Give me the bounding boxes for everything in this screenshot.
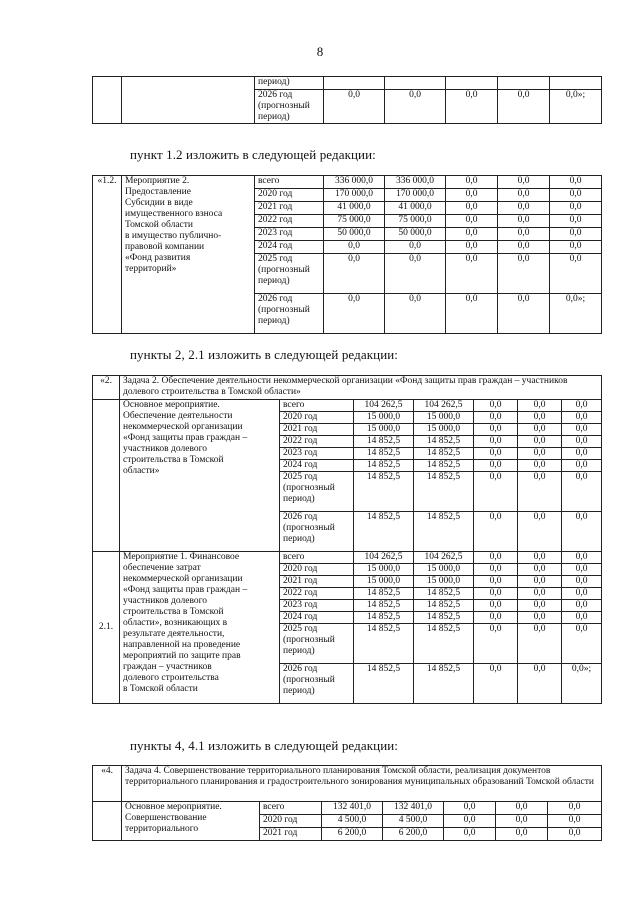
value-cell: 4 500,0 [322, 815, 383, 828]
value-cell: 0,0 [518, 424, 562, 436]
value-cell: 170 000,0 [385, 189, 446, 202]
row-label: 2020 год [260, 815, 322, 828]
value-cell: 14 852,5 [414, 512, 474, 552]
value-cell: 50 000,0 [385, 228, 446, 241]
value-cell: 0,0 [562, 600, 602, 612]
heading-items-2-2-1: пункты 2, 2.1 изложить в следующей редакции: [130, 347, 399, 362]
value-cell: 0,0 [548, 815, 602, 828]
value-cell: 170 000,0 [324, 189, 385, 202]
row-label: 2024 год [280, 612, 354, 624]
value-cell: 0,0 [498, 202, 550, 215]
row-label: всего [255, 176, 324, 189]
row-label: всего [280, 552, 354, 564]
value-cell: 0,0 [562, 424, 602, 436]
value-cell: 0,0 [444, 828, 496, 841]
value-cell: 0,0 [474, 588, 518, 600]
value-cell: 0,0 [498, 241, 550, 254]
value-cell: 0,0 [562, 436, 602, 448]
value-cell: 0,0 [550, 228, 602, 241]
page-number: 8 [316, 44, 324, 59]
value-cell: 15 000,0 [354, 564, 414, 576]
value-cell: 41 000,0 [385, 202, 446, 215]
row-label: 2023 год [280, 600, 354, 612]
value-cell: 0,0 [446, 294, 498, 334]
value-cell: 0,0 [496, 815, 548, 828]
value-cell: 14 852,5 [414, 436, 474, 448]
value-cell: 0,0 [548, 828, 602, 841]
value-cell: 0,0 [474, 424, 518, 436]
row-label: 2021 год [260, 828, 322, 841]
task-number: «4. [93, 766, 122, 802]
row-label: 2022 год [280, 588, 354, 600]
value-cell: 0,0 [474, 412, 518, 424]
value-cell: 50 000,0 [324, 228, 385, 241]
value-cell: 0,0 [474, 400, 518, 412]
value-cell: 0,0 [562, 472, 602, 512]
table-item-1-2 [92, 175, 602, 334]
value-cell: 0,0 [474, 664, 518, 704]
value-cell: 6 200,0 [322, 828, 383, 841]
row-label: 2023 год [255, 228, 324, 241]
value-cell: 14 852,5 [354, 512, 414, 552]
value-cell: 0,0 [446, 241, 498, 254]
value-cell: 0,0 [518, 624, 562, 664]
value-cell: 0,0 [518, 400, 562, 412]
value-cell: 0,0 [324, 90, 385, 124]
value-cell: 14 852,5 [414, 624, 474, 664]
value-cell: 0,0»; [562, 664, 602, 704]
value-cell: 0,0 [498, 228, 550, 241]
value-cell: 0,0 [496, 802, 548, 815]
value-cell: 0,0 [562, 564, 602, 576]
table-row [93, 400, 602, 412]
row-label: 2024 год [255, 241, 324, 254]
row-label-2026: 2026 год (прогнозный период) [255, 90, 324, 124]
value-cell: 0,0 [562, 612, 602, 624]
value-cell: 15 000,0 [414, 412, 474, 424]
value-cell: 336 000,0 [385, 176, 446, 189]
table-items-2-2-1 [92, 375, 602, 704]
value-cell: 0,0 [518, 564, 562, 576]
value-cell: 0,0 [324, 254, 385, 294]
value-cell: 0,0 [498, 294, 550, 334]
value-cell: 14 852,5 [414, 472, 474, 512]
row-label: 2025 год (прогнозный период) [280, 624, 354, 664]
value-cell: 14 852,5 [414, 600, 474, 612]
cell-empty [93, 400, 120, 552]
value-cell: 0,0 [562, 400, 602, 412]
value-cell: 0,0 [518, 472, 562, 512]
value-cell: 14 852,5 [354, 436, 414, 448]
row-label: 2025 год (прогнозный период) [255, 254, 324, 294]
task-row [93, 766, 602, 802]
top-continuation-table [92, 76, 602, 124]
value-cell: 14 852,5 [354, 664, 414, 704]
value-cell: 0,0 [444, 802, 496, 815]
row-label: 2021 год [255, 202, 324, 215]
table-items-4-4-1 [92, 765, 602, 841]
value-cell: 0,0 [518, 588, 562, 600]
value-cell: 15 000,0 [354, 576, 414, 588]
value-cell: 0,0 [550, 241, 602, 254]
value-cell: 0,0 [324, 241, 385, 254]
row-label: 2026 год (прогнозный период) [280, 512, 354, 552]
heading-item-1-2: пункт 1.2 изложить в следующей редакции: [130, 147, 376, 162]
value-cell: 0,0 [474, 600, 518, 612]
value-cell: 0,0 [550, 215, 602, 228]
value-cell: 0,0 [385, 241, 446, 254]
value-cell: 0,0 [550, 176, 602, 189]
value-cell: 0,0 [446, 176, 498, 189]
value-cell: 0,0 [446, 189, 498, 202]
value-cell: 0,0 [474, 552, 518, 564]
value-cell: 14 852,5 [354, 600, 414, 612]
value-cell: 0,0 [562, 448, 602, 460]
value-cell: 0,0 [562, 588, 602, 600]
row-label: всего [280, 400, 354, 412]
value-cell: 75 000,0 [324, 215, 385, 228]
row-label: 2024 год [280, 460, 354, 472]
row-label: 2025 год (прогнозный период) [280, 472, 354, 512]
value-cell: 104 262,5 [354, 400, 414, 412]
row-label: всего [260, 802, 322, 815]
value-cell: 0,0 [324, 294, 385, 334]
value-cell: 15 000,0 [414, 576, 474, 588]
table-row [93, 552, 602, 564]
value-cell: 0,0 [518, 512, 562, 552]
item-number: 2.1. [93, 552, 120, 704]
task-number: «2. [93, 376, 120, 400]
value-cell: 0,0 [562, 460, 602, 472]
value-cell: 0,0 [562, 552, 602, 564]
row-label: 2023 год [280, 448, 354, 460]
task-text: Задача 2. Обеспечение деятельности некоммерческой организации «Фонд защиты прав граждан – участников долевого строительства в Томской области» [120, 376, 602, 400]
value-cell: 0,0 [446, 228, 498, 241]
item-description: Основное мероприятие. Совершенствование территориального [122, 802, 260, 841]
value-cell: 0,0 [385, 254, 446, 294]
value-cell: 0,0 [444, 815, 496, 828]
value-cell: 336 000,0 [324, 176, 385, 189]
value-cell: 0,0 [518, 460, 562, 472]
value-cell: 0,0 [474, 576, 518, 588]
value-cell: 0,0 [446, 90, 498, 124]
value-cell: 0,0 [498, 215, 550, 228]
task-text: Задача 4. Совершенствование территориального планирования Томской области, реализация документов территориального планирования и градостроительного зонирования муниципальных образований Томской области [122, 766, 602, 802]
item-description: Мероприятие 1. Финансовое обеспечение затрат некоммерческой организации «Фонд защиты прав граждан – участников долевого строительства в Томской области», возникающих в результате деятельности, направленной на проведение мероприятий по защите прав граждан – участников долевого строительства в Томской области [120, 552, 280, 704]
value-cell: 0,0 [562, 512, 602, 552]
value-cell: 0,0 [474, 460, 518, 472]
value-cell: 0,0 [518, 612, 562, 624]
value-cell: 0,0 [518, 412, 562, 424]
value-cell: 104 262,5 [414, 400, 474, 412]
row-label: 2021 год [280, 576, 354, 588]
value-cell: 0,0 [474, 624, 518, 664]
value-cell: 0,0 [562, 624, 602, 664]
table-row [93, 176, 602, 189]
value-cell: 14 852,5 [354, 588, 414, 600]
value-cell: 0,0 [550, 254, 602, 294]
value-cell: 14 852,5 [414, 460, 474, 472]
row-label: 2020 год [280, 564, 354, 576]
value-cell: 15 000,0 [414, 564, 474, 576]
period-tail-label: период) [255, 77, 324, 90]
value-cell: 0,0 [518, 552, 562, 564]
value-cell: 0,0 [474, 472, 518, 512]
value-cell: 132 401,0 [322, 802, 383, 815]
value-cell: 14 852,5 [414, 588, 474, 600]
value-cell: 15 000,0 [354, 412, 414, 424]
value-cell: 0,0 [562, 576, 602, 588]
value-cell: 6 200,0 [383, 828, 444, 841]
value-cell: 0,0 [518, 576, 562, 588]
value-cell: 0,0 [518, 600, 562, 612]
value-cell: 0,0 [474, 448, 518, 460]
value-cell: 0,0 [550, 202, 602, 215]
row-label: 2026 год (прогнозный период) [255, 294, 324, 334]
item-number: «1.2. [93, 176, 122, 334]
value-cell: 14 852,5 [414, 664, 474, 704]
row-label: 2021 год [280, 424, 354, 436]
value-cell: 0,0 [550, 189, 602, 202]
value-cell: 14 852,5 [354, 460, 414, 472]
value-cell: 104 262,5 [414, 552, 474, 564]
value-cell: 14 852,5 [354, 448, 414, 460]
value-cell: 0,0 [446, 202, 498, 215]
value-cell: 0,0»; [550, 294, 602, 334]
cell-empty [93, 802, 122, 841]
value-cell: 0,0 [385, 90, 446, 124]
value-cell: 0,0 [446, 215, 498, 228]
task-row [93, 376, 602, 400]
value-cell: 15 000,0 [414, 424, 474, 436]
value-cell: 0,0 [498, 189, 550, 202]
row-label: 2026 год (прогнозный период) [280, 664, 354, 704]
cell-empty [93, 77, 122, 124]
value-cell: 0,0 [498, 254, 550, 294]
value-cell: 0,0 [496, 828, 548, 841]
cell-empty [122, 77, 255, 124]
row-label: 2020 год [255, 189, 324, 202]
heading-items-4-4-1: пункты 4, 4.1 изложить в следующей редакции: [130, 738, 399, 753]
value-cell: 14 852,5 [414, 448, 474, 460]
value-cell: 15 000,0 [354, 424, 414, 436]
value-cell: 0,0 [518, 448, 562, 460]
value-cell: 0,0 [548, 802, 602, 815]
value-cell: 0,0 [474, 564, 518, 576]
value-cell: 0,0 [474, 612, 518, 624]
value-cell: 75 000,0 [385, 215, 446, 228]
value-cell: 0,0 [498, 176, 550, 189]
value-cell: 0,0 [446, 254, 498, 294]
value-cell: 0,0»; [550, 90, 602, 124]
value-cell: 0,0 [498, 90, 550, 124]
value-cell: 14 852,5 [414, 612, 474, 624]
value-cell: 0,0 [562, 412, 602, 424]
value-cell: 4 500,0 [383, 815, 444, 828]
value-cell: 14 852,5 [354, 624, 414, 664]
row-label: 2022 год [280, 436, 354, 448]
value-cell: 14 852,5 [354, 612, 414, 624]
table-row [93, 802, 602, 815]
value-cell: 0,0 [518, 436, 562, 448]
item-description: Основное мероприятие. Обеспечение деятельности некоммерческой организации «Фонд защиты прав граждан – участников долевого строительства в Томской области» [120, 400, 280, 552]
item-description: Мероприятие 2. Предоставление Субсидии в виде имущественного взноса Томской области в имущество публично- правовой компании «Фонд развития территорий» [122, 176, 255, 334]
value-cell: 0,0 [474, 436, 518, 448]
row-label: 2022 год [255, 215, 324, 228]
value-cell: 0,0 [474, 512, 518, 552]
value-cell: 104 262,5 [354, 552, 414, 564]
value-cell: 41 000,0 [324, 202, 385, 215]
value-cell: 132 401,0 [383, 802, 444, 815]
value-cell: 0,0 [518, 664, 562, 704]
value-cell: 14 852,5 [354, 472, 414, 512]
value-cell: 0,0 [385, 294, 446, 334]
row-label: 2020 год [280, 412, 354, 424]
